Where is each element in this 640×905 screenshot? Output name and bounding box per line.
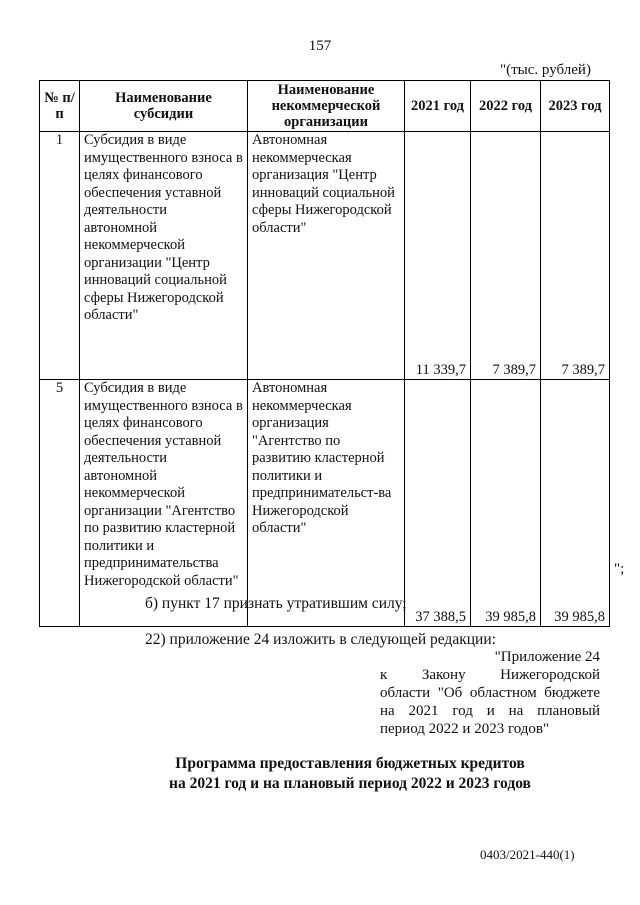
value-2023: 39 985,8 (541, 380, 610, 627)
appendix-reference (380, 648, 600, 738)
organization-name: Автономная некоммерческая организация "Агентство по развитию кластерной политики и предпринимательст-ва Нижегородской области" (248, 380, 405, 627)
document-code: 0403/2021-440(1) (480, 847, 575, 862)
heading-line: на 2021 год и на плановый период 2022 и 2023 годов (169, 775, 531, 792)
header-2023: 2023 год (541, 81, 610, 132)
table-closing-quote: "; (614, 561, 625, 577)
row-number: 5 (40, 380, 80, 627)
header-2022: 2022 год (471, 81, 541, 132)
organization-name: Автономная некоммерческая организация "Центр инноваций социальной сферы Нижегородской области" (248, 132, 405, 380)
units-label: "(тыс. рублей) (500, 62, 591, 78)
value-2022: 39 985,8 (471, 380, 541, 627)
value-2023: 7 389,7 (541, 132, 610, 380)
appendix-line: период 2022 и 2023 годов" (380, 721, 550, 737)
section-heading (0, 754, 640, 794)
header-organization: Наименование некоммерческой организации (248, 81, 405, 132)
heading-line: Программа предоставления бюджетных кредитов (175, 755, 525, 772)
appendix-line: "Приложение 24 (494, 649, 600, 665)
value-2022: 7 389,7 (471, 132, 541, 380)
value-2021: 37 388,5 (405, 380, 471, 627)
subsidy-name: Субсидия в виде имущественного взноса в целях финансового обеспечения уставной деятельности автономной некоммерческой организации "Центр инноваций социальной сферы Нижегородской области" (80, 132, 248, 380)
paragraph-22: 22) приложение 24 изложить в следующей редакции: (145, 631, 496, 648)
header-number: № п/п (40, 81, 80, 132)
table-row (40, 380, 610, 627)
table-row (40, 132, 610, 380)
subsidy-table (39, 80, 610, 627)
page-number: 157 (308, 38, 332, 54)
appendix-line: области "Об областном бюджете (380, 685, 600, 701)
subsidy-name: Субсидия в виде имущественного взноса в целях финансового обеспечения уставной деятельности автономной некоммерческой организации "Агентство по развитию кластерной политики и предпринимательства Нижегородской области" (80, 380, 248, 627)
header-2021: 2021 год (405, 81, 471, 132)
table-header-row (40, 81, 610, 132)
value-2021: 11 339,7 (405, 132, 471, 380)
appendix-line: к Закону Нижегородской (380, 667, 600, 683)
row-number: 1 (40, 132, 80, 380)
header-subsidy: Наименование субсидии (80, 81, 248, 132)
appendix-line: на 2021 год и на плановый (380, 703, 600, 719)
paragraph-b: б) пункт 17 признать утратившим силу; (145, 595, 407, 612)
